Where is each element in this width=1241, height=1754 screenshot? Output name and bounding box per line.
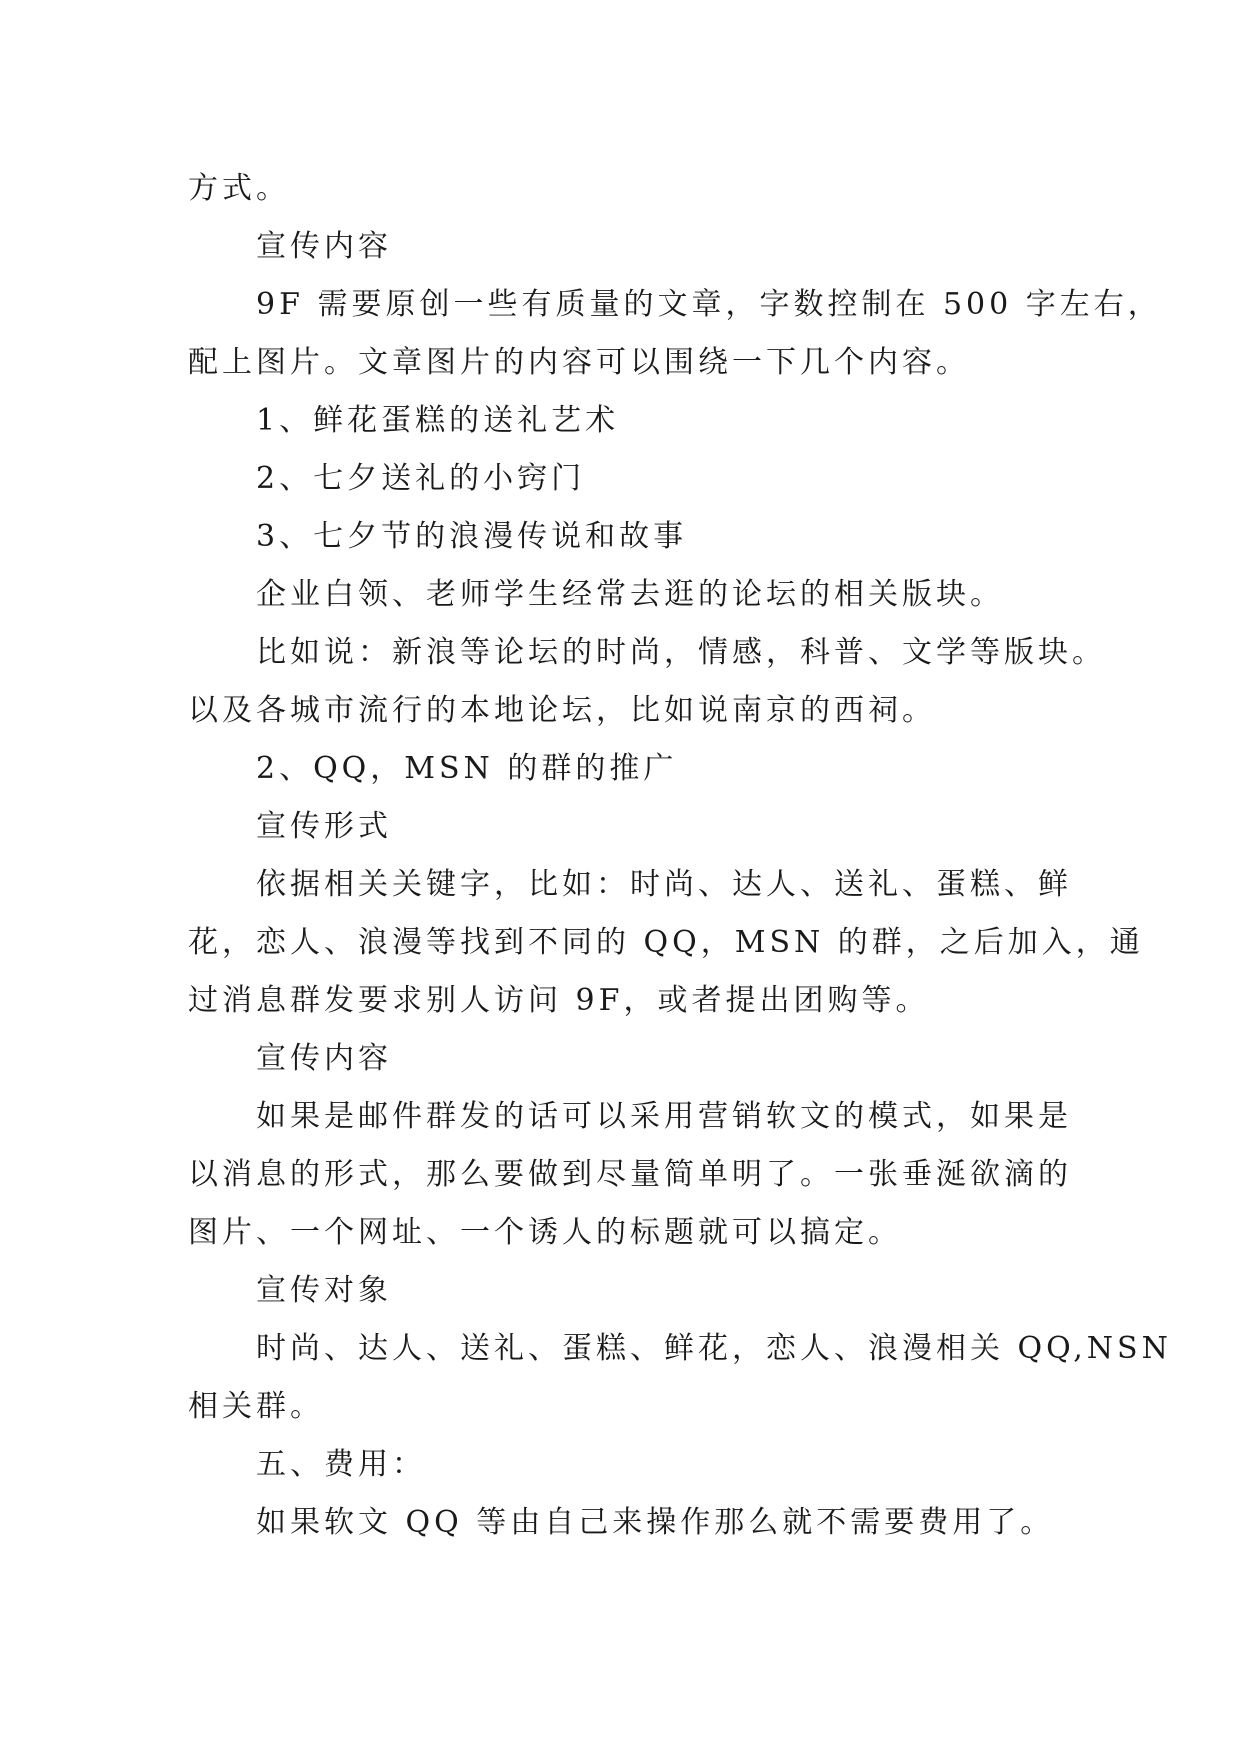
paragraph-line: 时尚、达人、送礼、蛋糕、鲜花，恋人、浪漫相关 QQ,NSN bbox=[256, 1331, 1172, 1366]
paragraph-line: 方式。 bbox=[188, 171, 290, 206]
section-heading: 宣传内容 bbox=[256, 1041, 392, 1076]
paragraph-line: 9F 需要原创一些有质量的文章，字数控制在 500 字左右， bbox=[256, 287, 1162, 322]
paragraph-line: 如果软文 QQ 等由自己来操作那么就不需要费用了。 bbox=[256, 1505, 1055, 1540]
paragraph-line: 依据相关关键字，比如：时尚、达人、送礼、蛋糕、鲜 bbox=[256, 867, 1072, 902]
section-heading: 宣传对象 bbox=[256, 1273, 392, 1308]
paragraph-line: 如果是邮件群发的话可以采用营销软文的模式，如果是 bbox=[256, 1099, 1072, 1134]
list-item: 1、鲜花蛋糕的送礼艺术 bbox=[256, 403, 620, 438]
paragraph-line: 以及各城市流行的本地论坛，比如说南京的西祠。 bbox=[188, 693, 936, 728]
paragraph-line: 图片、一个网址、一个诱人的标题就可以搞定。 bbox=[188, 1215, 902, 1250]
section-heading: 宣传形式 bbox=[256, 809, 392, 844]
list-item: 2、七夕送礼的小窍门 bbox=[256, 461, 586, 496]
paragraph-line: 相关群。 bbox=[188, 1389, 324, 1424]
paragraph-line: 配上图片。文章图片的内容可以围绕一下几个内容。 bbox=[188, 345, 970, 380]
section-heading: 宣传内容 bbox=[256, 229, 392, 264]
paragraph-line: 以消息的形式，那么要做到尽量简单明了。一张垂涎欲滴的 bbox=[188, 1157, 1072, 1192]
section-heading: 2、QQ，MSN 的群的推广 bbox=[256, 751, 678, 786]
paragraph-line: 花，恋人、浪漫等找到不同的 QQ，MSN 的群，之后加入，通 bbox=[188, 925, 1144, 960]
paragraph-line: 过消息群发要求别人访问 9F，或者提出团购等。 bbox=[188, 983, 930, 1018]
document-body bbox=[188, 160, 1172, 1552]
paragraph-line: 比如说：新浪等论坛的时尚，情感，科普、文学等版块。 bbox=[256, 635, 1106, 670]
section-heading: 五、费用： bbox=[256, 1447, 426, 1482]
list-item: 3、七夕节的浪漫传说和故事 bbox=[256, 519, 688, 554]
paragraph-line: 企业白领、老师学生经常去逛的论坛的相关版块。 bbox=[256, 577, 1004, 612]
